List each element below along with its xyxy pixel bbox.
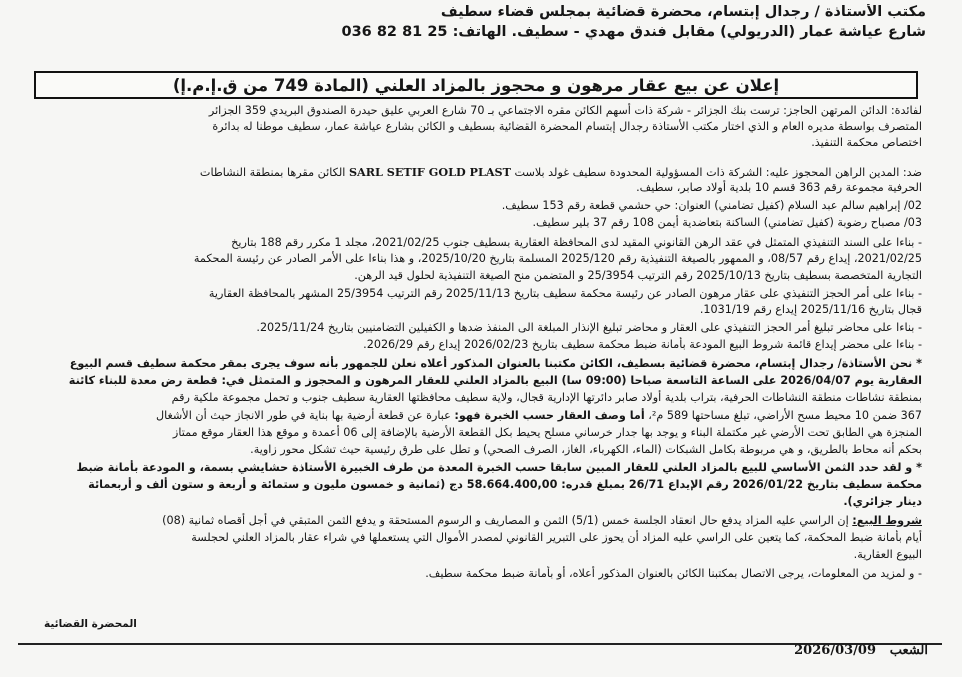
creditor-line-2: المتصرف بواسطة مديره العام و الذي اختار مكتب الأستاذة رجدال إبتسام المحضرة القضائية بسطيف و الكائن بشارع عياشة عمار، سطيف موطنا له بدائرة <box>212 120 922 133</box>
body-line: - بناءا على أمر الحجز التنفيذي على عقار مرهون الصادر عن رئيسة محكمة سطيف بتاريخ 2025/11/13 رقم الترتيب 25/3954 المشهر بالمحافظة العقارية <box>208 287 922 300</box>
price-line: محكمة سطيف بتاريخ 2026/01/22 رقم الإيداع 26/71 بمبلغ قدره: 58.664.400,00 دج (ثمانية و خمسون مليون و ستمائة و أربعة و ستون ألف و أربعمائة <box>88 478 922 491</box>
debtor-line-1 <box>22 164 922 181</box>
office-header-line: مكتب الأستاذة / رجدال إبتسام، محضرة قضائية بمجلس قضاء سطيف <box>440 4 926 20</box>
property-line: بحكم أنه محاط بالطريق، و هي مربوطة بكامل الشبكات (الماء، الكهرباء، الغاز، الصرف الصحي) و تطل على طرق رئيسية حيث تشكل محور زاوية. <box>250 443 922 456</box>
property-line <box>22 408 922 424</box>
property-description: عبارة عن قطعة أرضية بها بناية في طور الانجاز حيث أن الأشغال <box>156 409 451 422</box>
auction-date-line: العقارية يوم 2026/04/07 على الساعة التاسعة صباحا (09:00 سا) البيع بالمزاد العلني للعقار المرهون و المحجوز و المتمثل في: قطعة رض معدة للبناء كائنة <box>68 374 922 387</box>
guarantor-line-2: 03/ مصباح رضوبة (كفيل تضامني) الساكنة بتعاضدية أيمن 108 رقم 37 بلير سطيف. <box>532 216 922 229</box>
sale-conditions-heading: شروط البيع: <box>852 514 922 527</box>
debtor-line-1-pre: ضد: المدين الراهن المحجوز عليه: الشركة ذات المسؤولية المحدودة سطيف غولد بلاست <box>514 166 922 179</box>
sale-conditions-text: إن الراسي عليه المزاد يدفع حال انعقاد الجلسة خمس (5/1) الثمن و المصاريف و الرسوم المستحقة و يدفع الثمن المتبقي في أجل أقصاه ثمانية (08) <box>162 514 849 527</box>
sale-conditions-line <box>22 513 922 529</box>
notice-title-box <box>34 71 918 99</box>
body-line: - بناءا على محضر إيداع قائمة شروط البيع المودعة بأمانة ضبط محكمة سطيف بتاريخ 2026/02/23 إيداع رقم 2026/29. <box>363 338 922 351</box>
signature: المحضرة القضائية <box>44 618 137 630</box>
sale-conditions-line: أيام بأمانة ضبط المحكمة، كما يتعين على الراسي عليه المزاد أن يحوز على التبرير القانوني لمصدر الأموال التي يستعملها في شراء عقار بالمزاد العلني لحجلسة <box>191 531 922 544</box>
contact-line: - و لمزيد من المعلومات، يرجى الاتصال بمكتبنا الكائن بالعنوان المذكور أعلاه، أو بأمانة ضبط محكمة سطيف. <box>425 567 922 580</box>
property-line: المنجزة هي الطابق تحت الأرضي غير مكتملة البناء و يوجد بها جدار خرساني مسلح يحيط بكل القطعة الأرضية بالإضافة إلى 06 أعمدة و موقع هذا العقار موقع ممتاز <box>172 426 922 439</box>
auction-announce-line: * نحن الأستاذة/ رجدال إبتسام، محضرة قضائية بسطيف، الكائن مكتبنا بالعنوان المذكور أعلاه نعلن للجمهور بأنه سوف يجرى بمقر محكمة سطيف قسم البيوع <box>69 357 922 370</box>
property-line: بمنطقة نشاطات منطقة النشاطات الحرفية، بتراب بلدية أولاد صابر دائرتها الإدارية قجال، ولاية سطيف محافظتها العقارية سطيف جنوب و تحمل مجموعة ملكية رقم <box>171 391 922 404</box>
body-line: قجال بتاريخ 2025/11/16 إيداع رقم 1031/19. <box>699 303 922 316</box>
debtor-company-latin: SARL SETIF GOLD PLAST <box>348 165 511 179</box>
body-line: التجارية المتخصصة بسطيف بتاريخ 2025/10/13 رقم الترتيب 25/3954 و المتضمن منح الصيغة التنفيذية لحلول قيد الرهن. <box>354 269 922 282</box>
debtor-line-1-post: الكائن مقرها بمنطقة النشاطات <box>199 166 346 179</box>
publication-date: 2026/03/09 <box>794 643 876 658</box>
body-line: 2021/02/25، إيداع رقم 08/57، و الممهور بالصيغة التنفيذية رقم 2025/120 المسلمة بتاريخ 2025/10/20، و هذا بناءا على الأمر الصادر عن رئيسة المحكمة <box>193 252 922 265</box>
price-line: دينار جزائري). <box>843 495 922 508</box>
guarantor-line-1: 02/ إبراهيم سالم عبد السلام (كفيل تضامني) العنوان: حي حشمي قطعة رقم 153 سطيف. <box>501 199 922 212</box>
property-area: 367 ضمن 10 محيط مسح الأراضي، تبلغ مساحتها 589 م²، <box>648 409 922 422</box>
sale-conditions-line: البيوع العقارية. <box>853 548 922 561</box>
body-line: - بناءا على محاضر تبليغ أمر الحجز التنفيذي على العقار و محاضر تبليغ الإنذار المبلغة الى المنفذ ضدها و الكفيلين التضامنيين بتاريخ 2025/11/24. <box>256 321 922 334</box>
property-description-heading: أما وصف العقار حسب الخبرة فهو: <box>454 409 645 422</box>
newspaper-name: الشعب <box>889 643 928 658</box>
creditor-line-1: لفائدة: الدائن المرتهن الحاجز: ترست بنك الجزائر - شركة ذات أسهم الكائن مقره الاجتماعي بـ 70 شارع العربي عليق حيدرة الصندوق البريدي 359 الجزائر <box>208 104 922 117</box>
body-line: - بناءا على السند التنفيذي المتمثل في عقد الرهن القانوني المقيد لدى المحافظة العقارية بسطيف جنوب 2021/02/25، مجلد 1 مكرر رقم 188 بتاريخ <box>231 236 922 249</box>
price-line: * و لقد حدد الثمن الأساسي للبيع بالمزاد العلني للعقار المبين سابقا حسب الخبرة المعدة من طرف الخبيرة الأستاذة حشايشي بسمة، و المودعة بأمانة ضبط <box>76 461 922 474</box>
creditor-line-3: اختصاص محكمة التنفيذ. <box>811 136 922 149</box>
debtor-line-2: الحرفية مجموعة رقم 363 قسم 10 بلدية أولاد صابر، سطيف. <box>636 181 922 194</box>
address-phone-line: شارع عياشة عمار (الدريولي) مقابل فندق مهدي - سطيف. الهاتف: 25 81 82 036 <box>341 24 926 40</box>
notice-title: إعلان عن بيع عقار مرهون و محجوز بالمزاد العلني (المادة 749 من ق.إ.م.إ) <box>172 75 780 95</box>
